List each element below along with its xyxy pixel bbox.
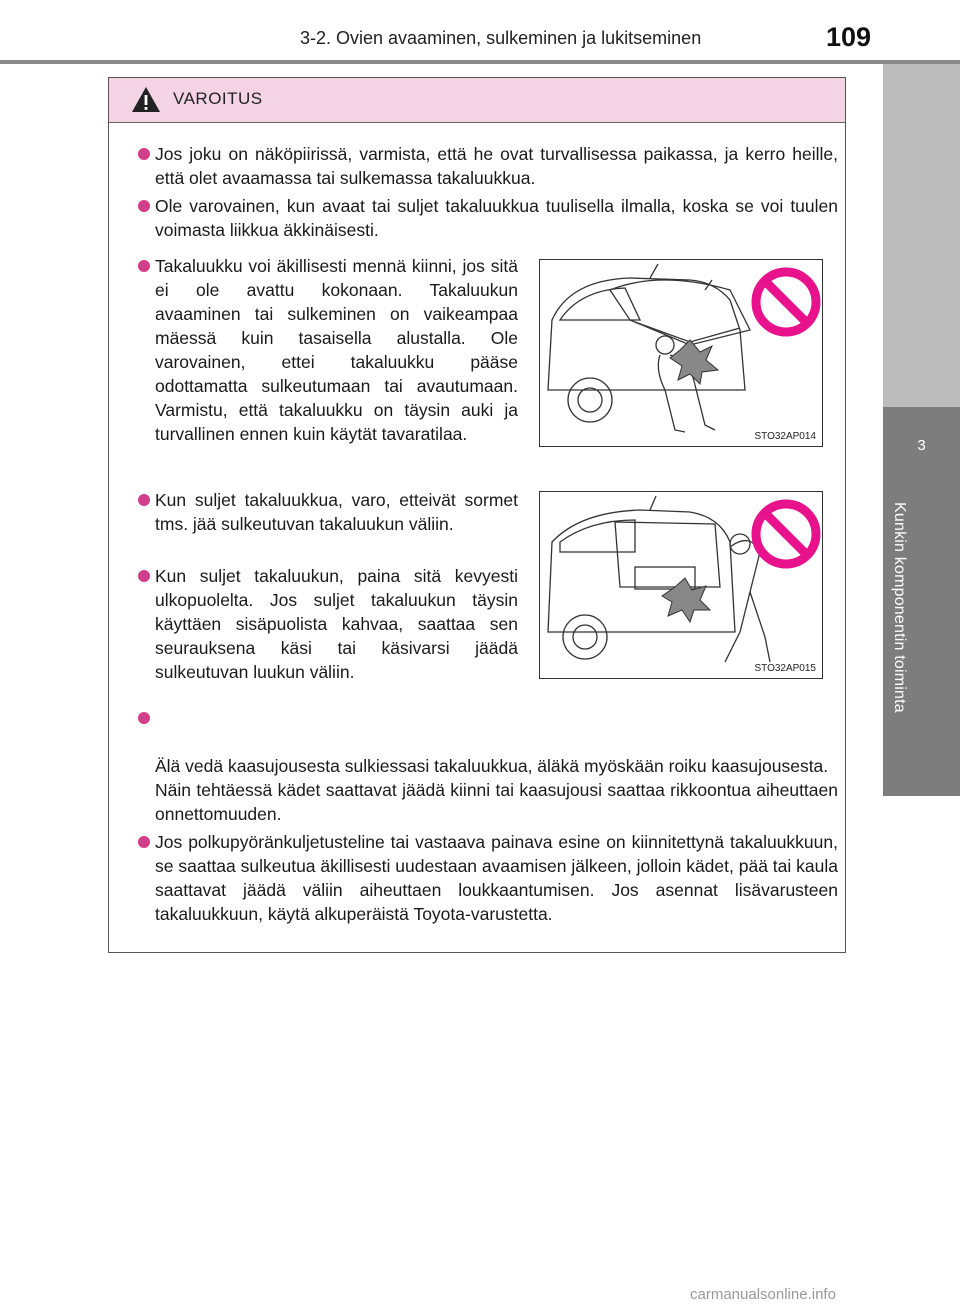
- warning-header: [109, 78, 845, 123]
- illustration-code: STO32AP015: [754, 663, 816, 674]
- bullet-dot-icon: [138, 200, 150, 212]
- bullet-dot-icon: [138, 494, 150, 506]
- illustration-code: STO32AP014: [754, 431, 816, 442]
- chapter-label: Kunkin komponentin toiminta: [891, 502, 908, 713]
- side-strip: [883, 64, 960, 407]
- illustration-fingers-caught: [539, 491, 823, 679]
- illustration-tailgate-closing: [539, 259, 823, 447]
- warning-bullet: Älä vedä kaasujousesta sulkiessasi takaluukkua, äläkä myöskään roiku kaasujousesta. Näin tehtäessä kädet saattavat jäädä kiinni tai kaasujousi saattaa rikkoontua aiheuttaen onnettomuuden.: [155, 706, 838, 850]
- prohibition-icon: [756, 504, 816, 564]
- warning-title: VAROITUS: [173, 89, 263, 108]
- prohibition-icon: [756, 272, 816, 332]
- chapter-number: 3: [917, 437, 926, 454]
- chapter-tab[interactable]: [883, 407, 960, 796]
- warning-bullet: Takaluukku voi äkillisesti mennä kiinni, jos sitä ei ole avattu kokonaan. Takaluukun avaaminen tai sulkeminen on vaikeampaa mäessä kuin tasaisella alustalla. Ole varovainen, ettei takaluukku pääse odottamatta sulkeutumaan tai avautumaan. Varmistu, että takaluukku on täysin auki ja turvallinen ennen kuin käytät tavaratilaa.: [155, 254, 518, 446]
- bullet-dot-icon: [138, 570, 150, 582]
- warning-triangle-icon: [131, 86, 161, 113]
- warning-bullet: Jos joku on näköpiirissä, varmista, että he ovat turvallisessa paikassa, ja kerro heille, että olet avaamassa tai sulkemassa takaluukkua.: [155, 142, 838, 190]
- warning-bullet: Kun suljet takaluukun, paina sitä kevyesti ulkopuolelta. Jos suljet takaluukun täysin käyttäen sisäpuolista kahvaa, saattaa sen seurauksena käsi tai käsivarsi jäädä sulkeutuvan luukun väliin.: [155, 564, 518, 684]
- section-title: 3-2. Ovien avaaminen, sulkeminen ja lukitseminen: [300, 28, 702, 48]
- warning-box: [108, 77, 846, 953]
- car-hand-caught-drawing: [540, 492, 822, 678]
- warning-bullet: Kun suljet takaluukkua, varo, etteivät sormet tms. jää sulkeutuvan takaluukun väliin.: [155, 488, 518, 536]
- bullet-dot-icon: [138, 836, 150, 848]
- watermark: carmanualsonline.info: [690, 1286, 836, 1303]
- bullet-dot-icon: [138, 260, 150, 272]
- car-tailgate-drawing: [540, 260, 822, 446]
- warning-bullet: Ole varovainen, kun avaat tai suljet takaluukkua tuulisella ilmalla, koska se voi tuulen voimasta liikkua äkkinäisesti.: [155, 194, 838, 242]
- bullet-dot-icon: [138, 712, 150, 724]
- header-rule: [0, 60, 960, 64]
- warning-bullet: Jos polkupyöränkuljetusteline tai vastaava painava esine on kiinnitettynä takaluukkuun, se saattaa sulkeutua äkillisesti uudestaan avaamisen jälkeen, jolloin kädet, pää tai kaula saattavat jäädä väliin aiheuttaen loukkaantumisen. Jos asennat lisävarusteen takaluukkuun, käytä alkuperäistä Toyota-varustetta.: [155, 830, 838, 926]
- bullet-dot-icon: [138, 148, 150, 160]
- page-number: 109: [826, 22, 872, 52]
